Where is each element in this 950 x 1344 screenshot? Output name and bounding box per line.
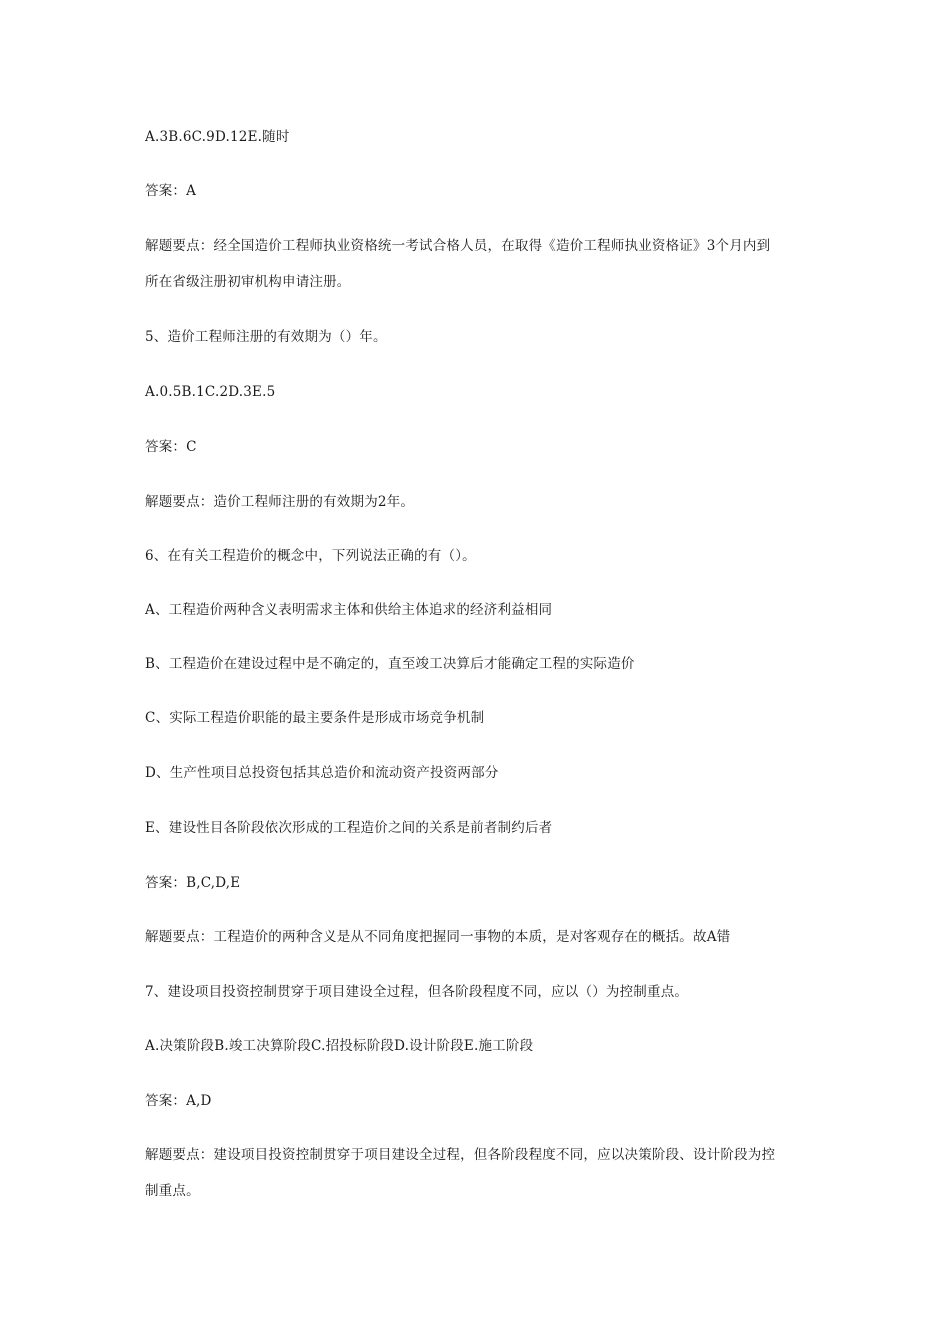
q6-option-d: D、生产性项目总投资包括其总造价和流动资产投资两部分 bbox=[145, 765, 499, 781]
q6-option-b: B、工程造价在建设过程中是不确定的，直至竣工决算后才能确定工程的实际造价 bbox=[145, 656, 635, 672]
q6-option-c: C、实际工程造价职能的最主要条件是形成市场竞争机制 bbox=[145, 710, 485, 726]
q7-answer: 答案：A,D bbox=[145, 1093, 212, 1109]
q4-explanation-line-1: 解题要点：经全国造价工程师执业资格统一考试合格人员，在取得《造价工程师执业资格证》3个月内到 bbox=[145, 238, 771, 254]
q5-answer: 答案：C bbox=[145, 439, 197, 455]
q6-option-e: E、建设性目各阶段依次形成的工程造价之间的关系是前者制约后者 bbox=[145, 820, 553, 836]
q7-explanation-line-1: 解题要点：建设项目投资控制贯穿于项目建设全过程，但各阶段程度不同，应以决策阶段、设计阶段为控 bbox=[145, 1147, 776, 1163]
q4-explanation-line-2: 所在省级注册初审机构申请注册。 bbox=[145, 274, 351, 290]
q5-options: A.0.5B.1C.2D.3E.5 bbox=[145, 384, 276, 400]
q5-question: 5、造价工程师注册的有效期为（）年。 bbox=[145, 329, 387, 345]
q7-question: 7、建设项目投资控制贯穿于项目建设全过程，但各阶段程度不同，应以（）为控制重点。 bbox=[145, 984, 689, 1000]
q6-option-a: A、工程造价两种含义表明需求主体和供给主体追求的经济利益相同 bbox=[145, 602, 553, 618]
q7-options: A.决策阶段B.竣工决算阶段C.招投标阶段D.设计阶段E.施工阶段 bbox=[145, 1038, 534, 1054]
q5-explanation: 解题要点：造价工程师注册的有效期为2年。 bbox=[145, 494, 415, 510]
q6-answer: 答案：B,C,D,E bbox=[145, 875, 241, 891]
q6-question: 6、在有关工程造价的概念中，下列说法正确的有（）。 bbox=[145, 548, 476, 564]
q4-options: A.3B.6C.9D.12E.随时 bbox=[145, 129, 290, 145]
q4-answer: 答案：A bbox=[145, 183, 197, 199]
q7-explanation-line-2: 制重点。 bbox=[145, 1183, 200, 1199]
q6-explanation: 解题要点：工程造价的两种含义是从不同角度把握同一事物的本质，是对客观存在的概括。故A错 bbox=[145, 929, 731, 945]
